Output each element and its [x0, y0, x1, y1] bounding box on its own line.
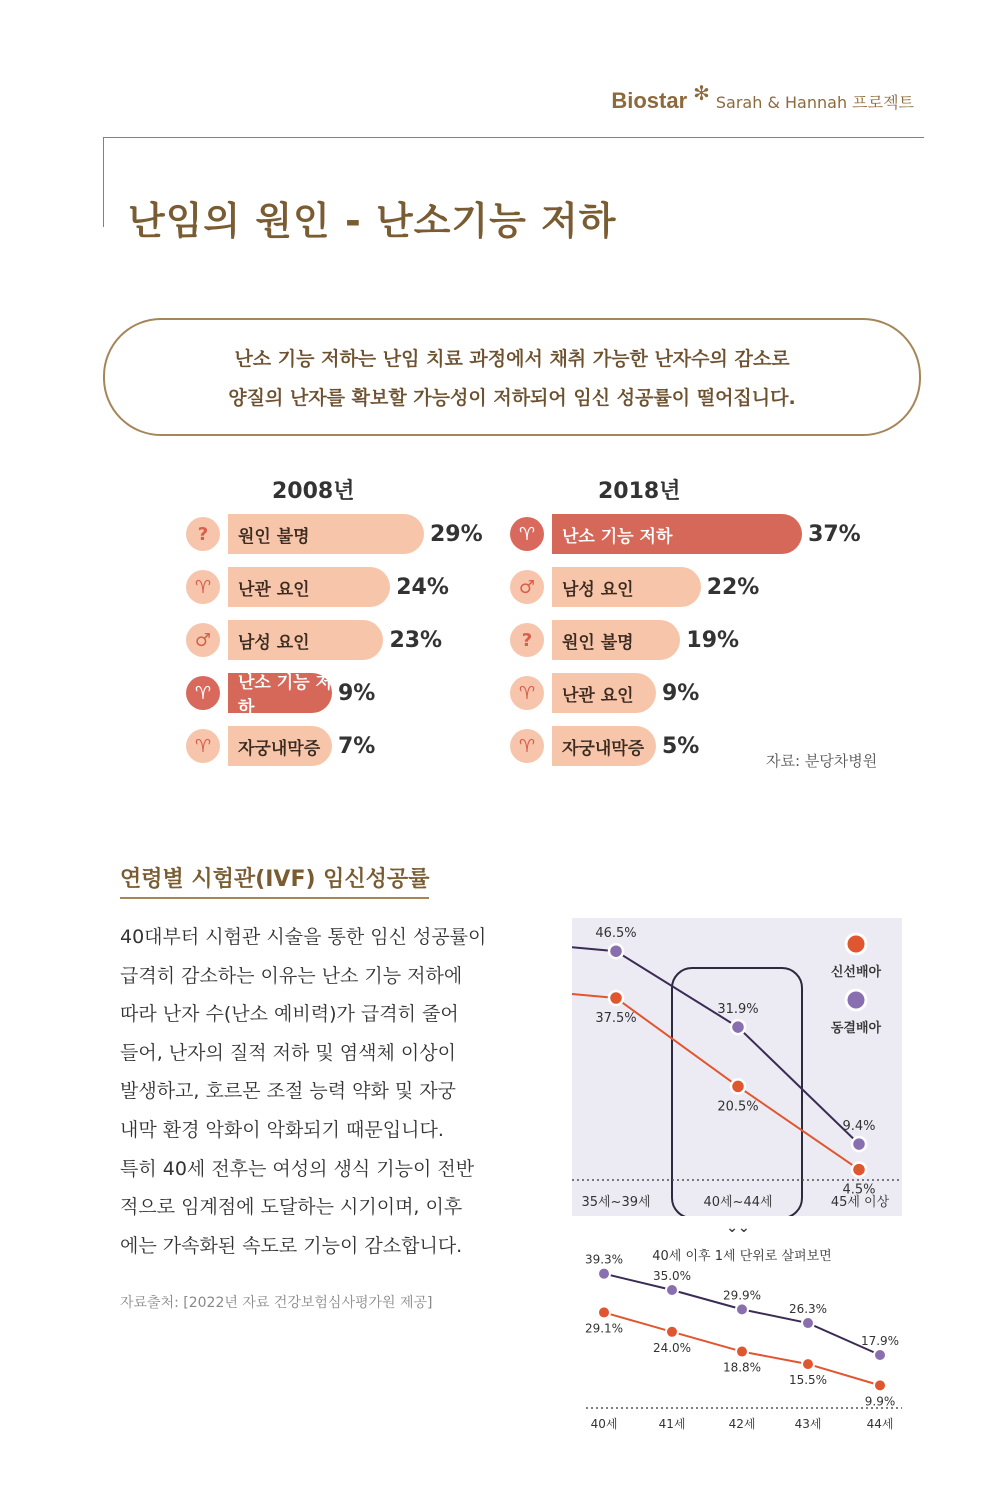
body-line: 발생하고, 호르몬 조절 능력 약화 및 자궁 — [120, 1080, 456, 1103]
cause-row — [510, 726, 699, 766]
cause-percent: 23% — [389, 627, 443, 653]
intro-line-2: 양질의 난자를 확보할 가능성이 저하되어 임신 성공률이 떨어집니다. — [228, 387, 796, 409]
data-label: 39.3% — [584, 1252, 624, 1267]
data-label: 37.5% — [595, 1011, 637, 1026]
cause-percent: 9% — [338, 680, 376, 706]
x-tick-label: 42세 — [728, 1417, 756, 1431]
cause-row — [510, 567, 759, 607]
legend-label: 신선배아 — [830, 965, 882, 980]
data-point — [609, 991, 623, 1005]
cause-percent: 5% — [662, 733, 700, 759]
age-group-chart — [572, 918, 902, 1220]
data-point — [666, 1284, 678, 1296]
data-point — [598, 1268, 610, 1280]
data-label: 18.8% — [722, 1360, 762, 1375]
body-line: 적으로 임계점에 도달하는 시기이며, 이후 — [120, 1196, 463, 1219]
body-line: 내막 환경 악화이 악화되기 때문입니다. — [120, 1118, 444, 1141]
data-label: 46.5% — [595, 926, 637, 942]
yearly-age-chart — [572, 1218, 904, 1440]
uterus-icon: ♈ — [186, 676, 220, 710]
x-tick-label: 40세 — [590, 1417, 618, 1431]
data-label: 29.9% — [722, 1288, 762, 1303]
header-subtitle: Sarah & Hannah 프로젝트 — [715, 93, 914, 112]
brand-logo: Biostar — [611, 88, 688, 113]
cause-row — [186, 620, 442, 660]
x-tick-label: 44세 — [866, 1417, 894, 1431]
uterus-icon: ♈ — [510, 729, 544, 763]
data-source: 자료출처: [2022년 자료 건강보험심사평가원 제공] — [120, 1295, 433, 1311]
source-note: 자료: 분당차병원 — [766, 752, 878, 770]
data-label: 9.9% — [864, 1394, 896, 1409]
cause-percent: 29% — [430, 521, 483, 547]
x-tick-label: 35세~39세 — [581, 1195, 651, 1210]
x-tick-label: 45세 이상 — [830, 1195, 890, 1210]
legend-swatch — [846, 934, 866, 954]
body-line: 따라 난자 수(난소 예비력)가 급격히 줄어 — [120, 1003, 459, 1026]
data-label: 35.0% — [652, 1269, 692, 1283]
cause-percent: 24% — [396, 574, 449, 600]
data-point — [609, 944, 623, 958]
header-divider — [103, 137, 924, 138]
question-icon: ? — [186, 517, 220, 551]
data-point — [731, 1079, 745, 1093]
body-line: 특히 40세 전후는 여성의 생식 기능이 전반 — [120, 1157, 475, 1180]
data-point — [852, 1137, 866, 1151]
body-line: 들어, 난자의 질적 저하 및 염색체 이상이 — [120, 1041, 456, 1064]
cause-bar: 원인 불명 — [552, 620, 680, 660]
cause-row — [186, 567, 449, 607]
yearly-age-chart-svg — [572, 1218, 904, 1436]
uterus-icon: ♈ — [510, 517, 544, 551]
question-icon: ? — [510, 623, 544, 657]
data-point — [874, 1349, 886, 1361]
intro-box — [103, 318, 921, 436]
cause-percent: 9% — [662, 680, 700, 706]
data-point — [736, 1303, 748, 1315]
cause-bar: 남성 요인 — [228, 620, 383, 660]
cause-bar: 원인 불명 — [228, 514, 424, 554]
chart-title: 40세 이후 1세 단위로 살펴보면 — [652, 1249, 832, 1264]
data-point — [874, 1379, 886, 1391]
year-2008-label: 2008년 — [272, 479, 355, 504]
data-point — [802, 1358, 814, 1370]
data-point — [731, 1020, 745, 1034]
cause-row — [186, 514, 483, 554]
age-group-chart-svg — [572, 918, 902, 1216]
cause-bar: 난소 기능 저하 — [228, 673, 332, 713]
cause-row — [510, 620, 739, 660]
data-point — [802, 1317, 814, 1329]
x-tick-label: 41세 — [658, 1417, 686, 1431]
arrow-down-icon: ⌄⌄ — [726, 1220, 750, 1236]
title-accent-line — [103, 137, 104, 227]
data-point — [598, 1306, 610, 1318]
data-label: 4.5% — [842, 1182, 876, 1198]
uterus-icon: ♈ — [510, 676, 544, 710]
cause-percent: 19% — [686, 627, 740, 653]
cause-row — [510, 514, 861, 554]
cause-row — [186, 726, 375, 766]
legend-label: 동결배아 — [830, 1021, 882, 1036]
cause-row — [186, 673, 376, 718]
cause-percent: 7% — [338, 733, 376, 759]
page-title: 난임의 원인 - 난소기능 저하 — [128, 199, 617, 243]
cause-percent: 37% — [808, 521, 861, 547]
uterus-icon: ♈ — [186, 570, 220, 604]
data-label: 15.5% — [788, 1373, 828, 1388]
data-label: 31.9% — [717, 1002, 759, 1018]
x-tick-label: 40세~44세 — [703, 1195, 773, 1210]
uterus-icon: ♈ — [186, 729, 220, 763]
year-2018-label: 2018년 — [598, 479, 681, 504]
x-tick-label: 43세 — [794, 1417, 822, 1431]
header — [611, 81, 914, 114]
data-point — [666, 1326, 678, 1338]
cause-bar: 남성 요인 — [552, 567, 701, 607]
data-label: 17.9% — [860, 1333, 900, 1348]
cause-bar: 난소 기능 저하 — [552, 514, 802, 554]
data-point — [852, 1163, 866, 1177]
male-icon: ♂ — [510, 570, 544, 604]
data-label: 20.5% — [717, 1099, 759, 1115]
flower-icon: ✻ — [693, 81, 710, 105]
data-point — [736, 1346, 748, 1358]
cause-bar: 자궁내막증 — [552, 726, 656, 766]
cause-bar: 난관 요인 — [552, 673, 656, 713]
body-line: 40대부터 시험관 시술을 통한 임신 성공률이 — [120, 926, 487, 948]
data-label: 26.3% — [788, 1302, 828, 1317]
data-label: 24.0% — [652, 1340, 692, 1355]
male-icon: ♂ — [186, 623, 220, 657]
section-title: 연령별 시험관(IVF) 임신성공률 — [120, 862, 429, 899]
intro-line-1: 난소 기능 저하는 난임 치료 과정에서 채취 가능한 난자수의 감소로 — [234, 348, 790, 370]
body-line: 에는 가속화된 속도로 기능이 감소합니다. — [120, 1234, 463, 1257]
data-label: 29.1% — [584, 1321, 624, 1336]
body-line: 급격히 감소하는 이유는 난소 기능 저하에 — [120, 964, 463, 987]
cause-percent: 22% — [706, 574, 760, 600]
cause-bar: 난관 요인 — [228, 567, 390, 607]
body-paragraph — [120, 918, 510, 1265]
cause-bar: 자궁내막증 — [228, 726, 332, 766]
data-label: 9.4% — [842, 1119, 876, 1135]
legend-swatch — [846, 990, 866, 1010]
cause-row — [510, 673, 699, 713]
